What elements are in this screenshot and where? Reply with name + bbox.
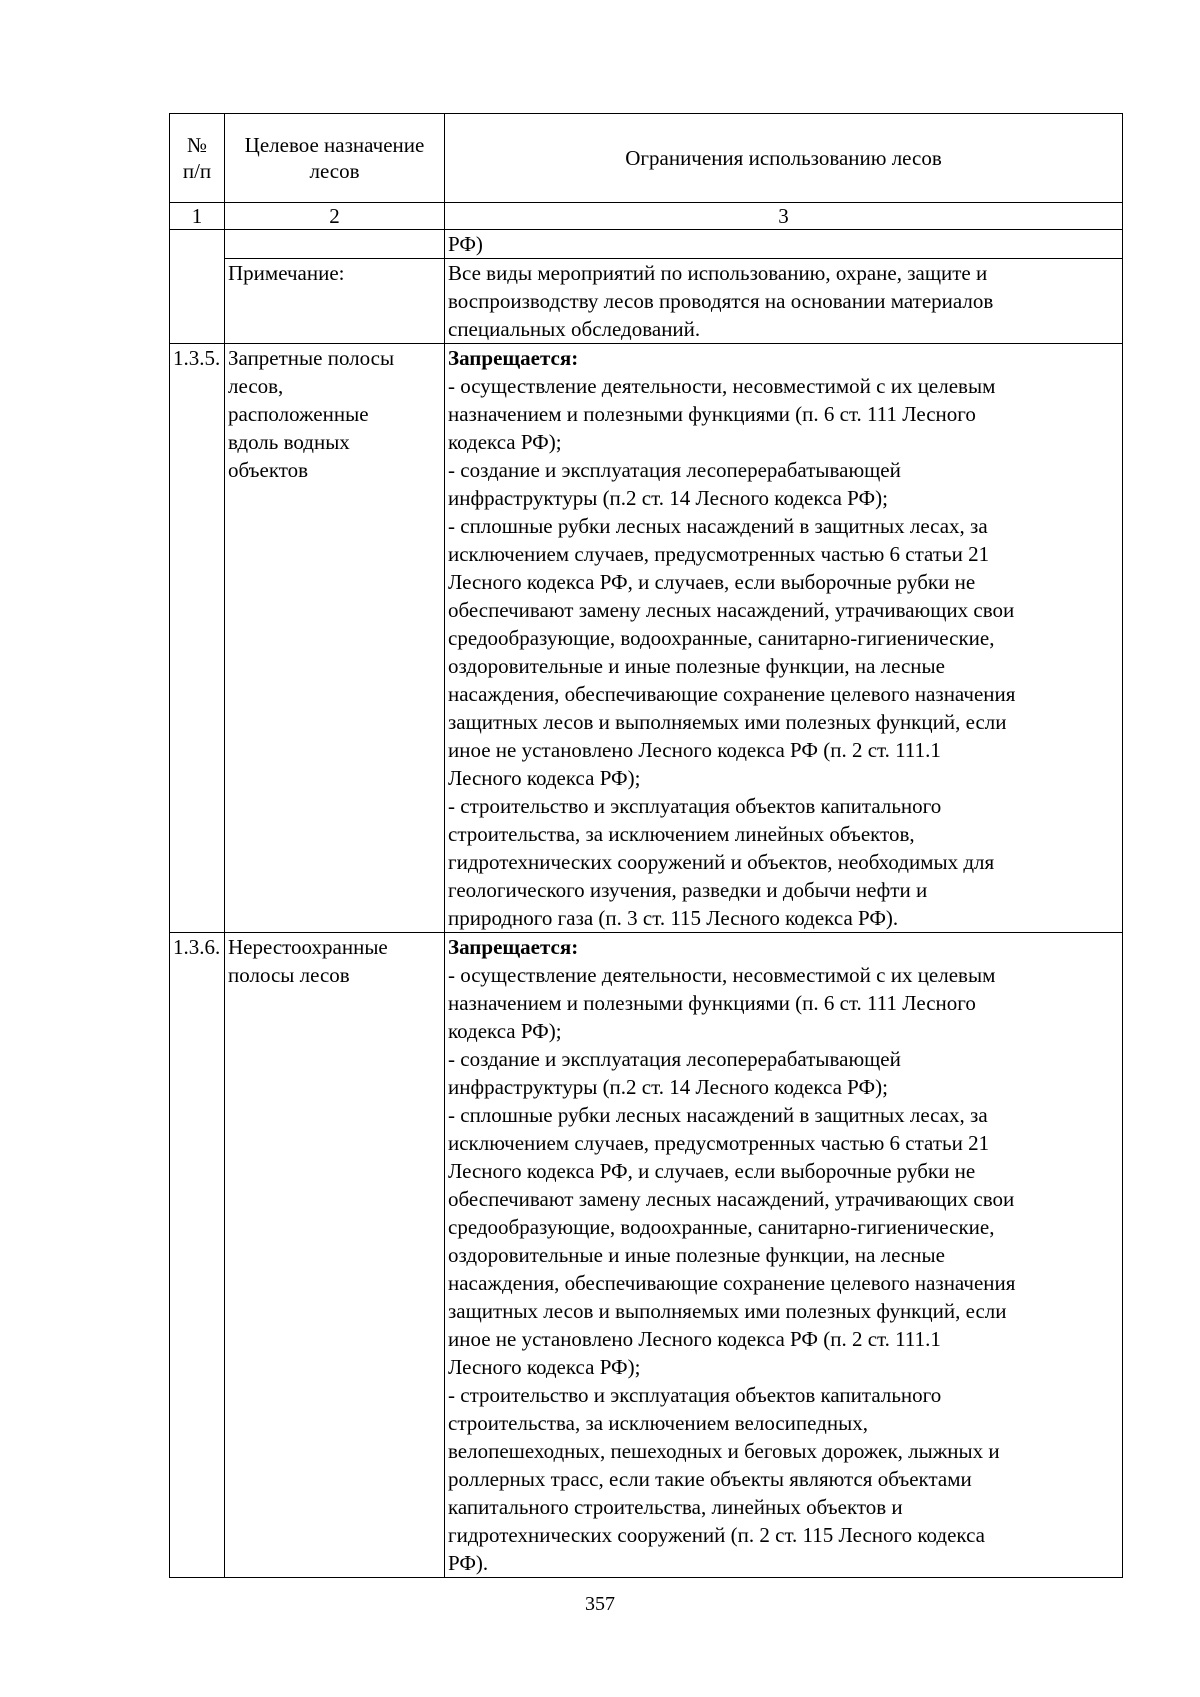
- row-number: 1.3.6.: [170, 933, 225, 1578]
- header-forest-purpose: Целевое назначение лесов: [225, 114, 445, 203]
- continuation-num-cell: [170, 230, 225, 344]
- restrictions-text: - осуществление деятельности, несовместимой с их целевым назначением и полезными функциями (п. 6 ст. 111 Лесного кодекса РФ); - создание и эксплуатация лесоперерабатывающей инфраструктуры (п.2 ст. 14 Лесного кодекса РФ); - сплошные рубки лесных насаждений в защитных лесах, за исключением случаев, предусмотренных частью 6 статьи 21 Лесного кодекса РФ, и случаев, если выборочные рубки не обеспечивают замену лесных насаждений, утрачивающих свои средообразующие, водоохранные, санитарно-гигиенические, оздоровительные и иные полезные функции, на лесные насаждения, обеспечивающие сохранение целевого назначения защитных лесов и выполняемых ими полезных функций, если иное не установлено Лесного кодекса РФ (п. 2 ст. 111.1 Лесного кодекса РФ); - строительство и эксплуатация объектов капитального строительства, за исключением линейных объектов, гидротехнических сооружений и объектов, необходимых для геологического изучения, разведки и добычи нефти и природного газа (п. 3 ст. 115 Лесного кодекса РФ).: [448, 374, 1016, 930]
- prohibited-title: Запрещается:: [448, 346, 579, 370]
- restrictions-text: - осуществление деятельности, несовместимой с их целевым назначением и полезными функциями (п. 6 ст. 111 Лесного кодекса РФ); - создание и эксплуатация лесоперерабатывающей инфраструктуры (п.2 ст. 14 Лесного кодекса РФ); - сплошные рубки лесных насаждений в защитных лесах, за исключением случаев, предусмотренных частью 6 статьи 21 Лесного кодекса РФ, и случаев, если выборочные рубки не обеспечивают замену лесных насаждений, утрачивающих свои средообразующие, водоохранные, санитарно-гигиенические, оздоровительные и иные полезные функции, на лесные насаждения, обеспечивающие сохранение целевого назначения защитных лесов и выполняемых ими полезных функций, если иное не установлено Лесного кодекса РФ (п. 2 ст. 111.1 Лесного кодекса РФ); - строительство и эксплуатация объектов капитального строительства, за исключением велосипедных, велопешеходных, пешеходных и беговых дорожек, лыжных и роллерных трасс, если такие объекты являются объектами капитального строительства, линейных объектов и гидротехнических сооружений (п. 2 ст. 115 Лесного кодекса РФ).: [448, 963, 1016, 1575]
- prohibited-title: Запрещается:: [448, 935, 579, 959]
- continuation-row: [170, 230, 1123, 259]
- restrictions-cell: [445, 933, 1123, 1578]
- column-index-1: 1: [170, 203, 225, 230]
- column-index-3: 3: [445, 203, 1123, 230]
- restrictions-cell: [445, 344, 1123, 933]
- column-index-2: 2: [225, 203, 445, 230]
- header-restrictions: Ограничения использованию лесов: [445, 114, 1123, 203]
- note-row: [170, 259, 1123, 344]
- continuation-text: РФ): [445, 230, 1123, 259]
- row-number: 1.3.5.: [170, 344, 225, 933]
- table-row: [170, 933, 1123, 1578]
- note-label: Примечание:: [225, 259, 445, 344]
- restrictions-table: [169, 113, 1123, 1578]
- table-row: [170, 344, 1123, 933]
- table-header-row: [170, 114, 1123, 203]
- forest-purpose-name: Нерестоохранные полосы лесов: [225, 933, 445, 1578]
- page-number: 357: [585, 1593, 615, 1615]
- forest-purpose-name: Запретные полосы лесов, расположенные вдоль водных объектов: [225, 344, 445, 933]
- header-num: № п/п: [170, 114, 225, 203]
- continuation-name-cell: [225, 230, 445, 259]
- column-index-row: [170, 203, 1123, 230]
- note-text: Все виды мероприятий по использованию, охране, защите и воспроизводству лесов проводятся на основании материалов специальных обследований.: [445, 259, 1123, 344]
